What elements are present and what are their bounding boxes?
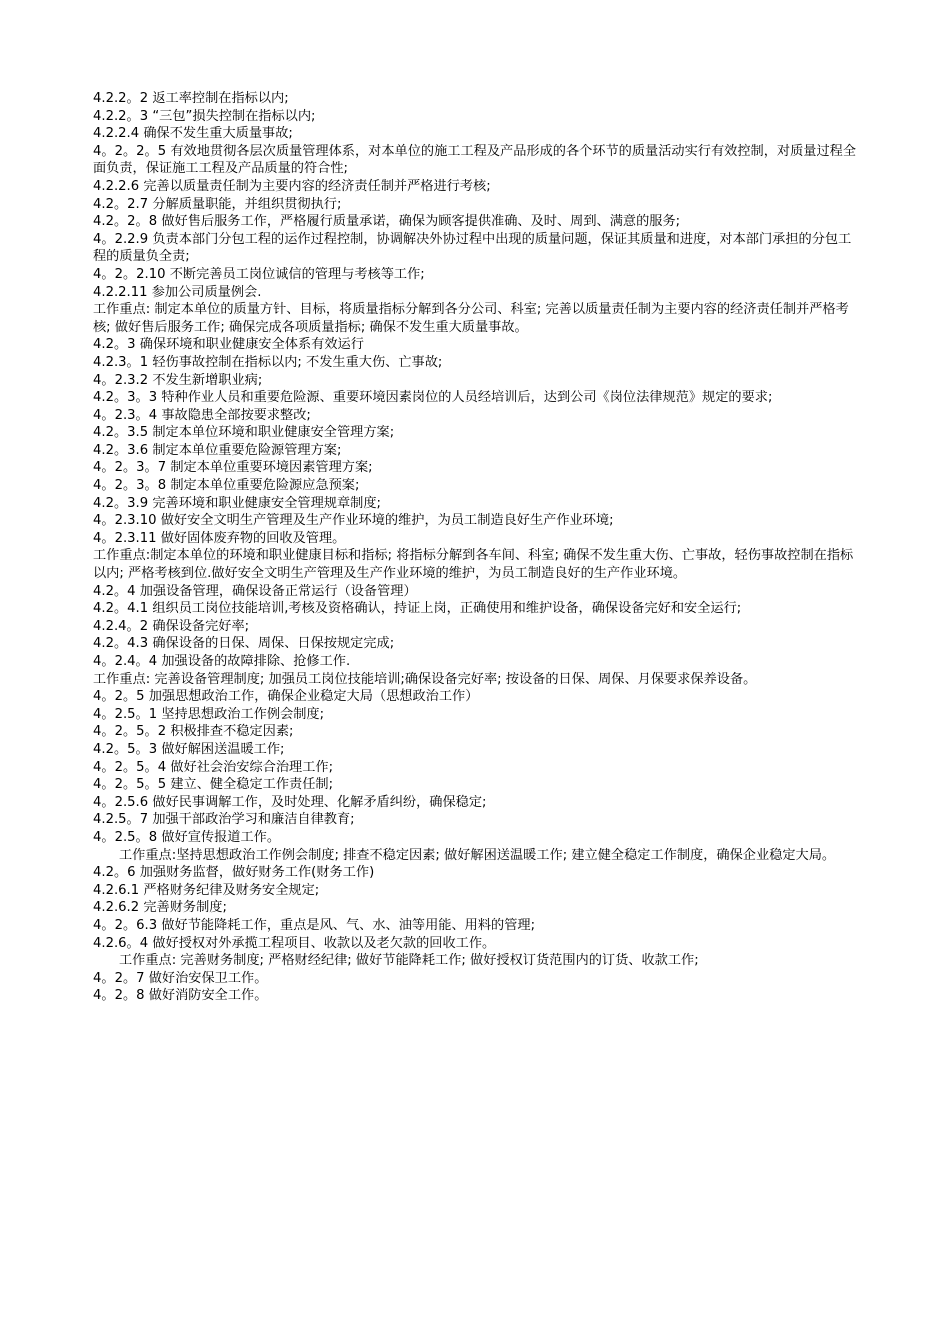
paragraph: 4.2.2。3 “三包”损失控制在指标以内; [93,108,316,124]
paragraph: 4.2。3.9 完善环境和职业健康安全管理规章制度; [93,495,381,511]
paragraph: 4。2。2.10 不断完善员工岗位诚信的管理与考核等工作; [93,266,425,282]
paragraph: 4。2。5。5 建立、健全稳定工作责任制; [93,777,334,793]
document-page [93,90,859,1005]
paragraph: 4.2.6.1 严格财务纪律及财务安全规定; [93,882,320,898]
work-focus-paragraph: 工作重点: 制定本单位的质量方针、目标，将质量指标分解到各分公司、科室; 完善以质量责任制为主要内容的经济责任制并严格考核; 做好售后服务工作; 确保完成各项质量指标; 确保不发生重大质量事故。 [93,302,849,335]
paragraph: 4。2.5.6 做好民事调解工作，及时处理、化解矛盾纠纷，确保稳定; [93,794,487,810]
paragraph: 4.2。2.7 分解质量职能，并组织贯彻执行; [93,196,342,212]
work-focus-paragraph: 工作重点: 完善财务制度; 严格财经纪律; 做好节能降耗工作; 做好授权订货范围内的订货、收款工作; [119,953,699,969]
paragraph: 4。2.3.2 不发生新增职业病; [93,372,263,388]
paragraph: 4。2.4。4 加强设备的故障排除、抢修工作. [93,654,351,669]
paragraph: 4.2.4。2 确保设备完好率; [93,618,250,634]
section-heading: 4.2。4 加强设备管理，确保设备正常运行（设备管理） [93,583,417,599]
work-focus-paragraph: 工作重点:坚持思想政治工作例会制度; 排查不稳定因素; 做好解困送温暖工作; 建立健全稳定工作制度，确保企业稳定大局。 [119,847,836,863]
section-heading: 4.2。3 确保环境和职业健康安全体系有效运行 [93,337,364,353]
paragraph: 4.2。4.3 确保设备的日保、周保、日保按规定完成; [93,636,395,652]
paragraph: 4.2.2。2 返工率控制在指标以内; [93,91,289,106]
paragraph: 4.2。3。3 特种作业人员和重要危险源、重要环境因素岗位的人员经培训后，达到公司《岗位法律规范》规定的要求; [93,390,773,406]
paragraph: 4.2。5。3 做好解困送温暖工作; [93,741,285,757]
paragraph: 4。2。5。2 积极排查不稳定因素; [93,724,294,740]
paragraph: 4。2。2。5 有效地贯彻各层次质量管理体系，对本单位的施工工程及产品形成的各个环节的质量活动实行有效控制，对质量过程全面负责，保证施工工程及产品质量的符合性; [93,143,857,177]
paragraph: 4.2.6。4 做好授权对外承揽工程项目、收款以及老欠款的回收工作。 [93,935,496,951]
paragraph: 4。2.3.11 做好固体废弃物的回收及管理。 [93,530,346,546]
paragraph: 4.2。2。8 做好售后服务工作，严格履行质量承诺，确保为顾客提供准确、及时、周到、满意的服务; [93,214,681,230]
paragraph: 4.2。3.6 制定本单位重要危险源管理方案; [93,442,342,458]
paragraph: 4.2.3。1 轻伤事故控制在指标以内; 不发生重大伤、亡事故; [93,354,443,370]
section-heading: 4。2。5 加强思想政治工作，确保企业稳定大局（思想政治工作） [93,689,479,705]
paragraph: 4.2。3.5 制定本单位环境和职业健康安全管理方案; [93,425,395,441]
work-focus-paragraph: 工作重点:制定本单位的环境和职业健康目标和指标; 将指标分解到各车间、科室; 确保不发生重大伤、亡事故，轻伤事故控制在指标以内; 严格考核到位.做好安全文明生产管理及生产作业环境的维护，为员工制造良好的生产作业环境。 [93,548,854,582]
paragraph: 4。2.5。1 坚持思想政治工作例会制度; [93,706,325,722]
work-focus-paragraph: 工作重点: 完善设备管理制度; 加强员工岗位技能培训;确保设备完好率; 按设备的日保、周保、月保要求保养设备。 [93,671,757,687]
section-heading: 4。2。7 做好治安保卫工作。 [93,970,268,986]
paragraph: 4。2.5。8 做好宣传报道工作。 [93,829,281,845]
paragraph: 4.2.5。7 加强干部政治学习和廉洁自律教育; [93,812,355,828]
paragraph: 4.2.6.2 完善财务制度; [93,900,227,916]
paragraph: 4.2.2.6 完善以质量责任制为主要内容的经济责任制并严格进行考核; [93,178,491,194]
paragraph: 4。2.2.9 负责本部门分包工程的运作过程控制，协调解决外协过程中出现的质量问题，保证其质量和进度，对本部门承担的分包工程的质量负全责; [93,231,852,265]
paragraph: 4。2。3。7 制定本单位重要环境因素管理方案; [93,460,373,476]
paragraph: 4.2。4.1 组织员工岗位技能培训,考核及资格确认，持证上岗，正确使用和维护设备，确保设备完好和安全运行; [93,601,742,617]
section-heading: 4.2。6 加强财务监督，做好财务工作(财务工作) [93,865,375,881]
paragraph: 4.2.2.11 参加公司质量例会. [93,284,262,300]
section-heading: 4。2。8 做好消防安全工作。 [93,988,268,1004]
paragraph: 4。2。6.3 做好节能降耗工作，重点是风、气、水、油等用能、用料的管理; [93,917,536,933]
paragraph: 4。2。3。8 制定本单位重要危险源应急预案; [93,478,360,494]
paragraph: 4.2.2.4 确保不发生重大质量事故; [93,126,293,142]
paragraph: 4。2.3.10 做好安全文明生产管理及生产作业环境的维护，为员工制造良好生产作业环境; [93,513,614,529]
paragraph: 4。2.3。4 事故隐患全部按要求整改; [93,407,311,423]
paragraph: 4。2。5。4 做好社会治安综合治理工作; [93,759,334,775]
